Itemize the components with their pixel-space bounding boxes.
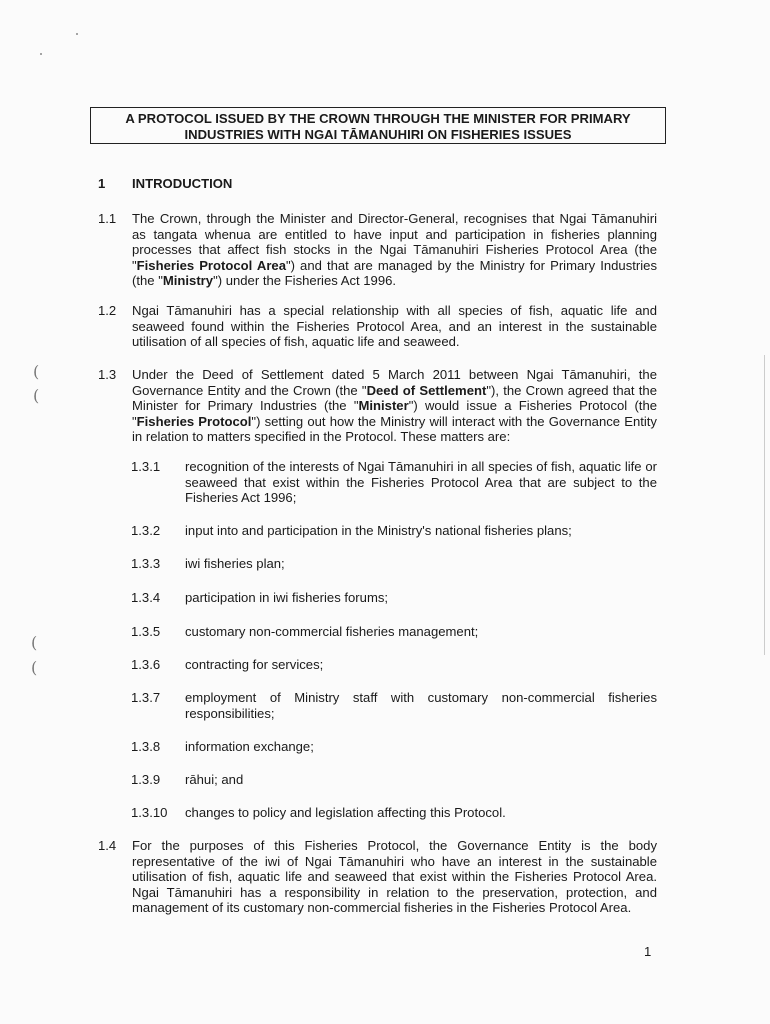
defined-term-fisheries-protocol: Fisheries Protocol <box>136 413 252 429</box>
list-item: employment of Ministry staff with customary non-commercial fisheries responsibilities; <box>185 690 657 721</box>
paragraph-1-3-text-a: Under the Deed of Settlement dated 5 March 2011 between Ngai Tāmanuhiri, the Governance Entity and the Crown (the " <box>132 367 657 398</box>
list-item: iwi fisheries plan; <box>185 556 285 571</box>
paragraph-1-1-text-b: ") and that are managed by the Ministry for Primary Industries (the " <box>132 257 658 289</box>
paragraph-number-1-3: 1.3 <box>98 367 117 382</box>
list-item-number: 1.3.9 <box>131 772 161 787</box>
list-item-number: 1.3.2 <box>131 523 161 538</box>
list-item: input into and participation in the Ministry's national fisheries plans; <box>185 523 572 538</box>
title-line-2: INDUSTRIES WITH NGAI TĀMANUHIRI ON FISHERIES ISSUES <box>184 126 572 142</box>
list-item-number: 1.3.5 <box>131 624 161 639</box>
paragraph-1-2: Ngai Tāmanuhiri has a special relationship with all species of fish, aquatic life and seaweed found within the Fisheries Protocol Area, and an interest in the sustainable utilisation of all species of fish, aquatic life and seaweed. <box>132 303 657 350</box>
list-item-number: 1.3.6 <box>131 657 161 672</box>
list-item: information exchange; <box>185 739 314 754</box>
scan-speck <box>40 53 42 55</box>
list-item-number: 1.3.10 <box>131 805 168 820</box>
section-heading: INTRODUCTION <box>132 176 233 191</box>
paragraph-1-1 <box>132 211 657 289</box>
paragraph-1-3 <box>132 367 657 445</box>
paragraph-number-1-2: 1.2 <box>98 303 117 318</box>
list-item-number: 1.3.4 <box>131 590 161 605</box>
list-item-number: 1.3.7 <box>131 690 161 705</box>
scan-hole-mark: ( <box>31 658 38 677</box>
paragraph-1-1-text-c: ") under the Fisheries Act 1996. <box>213 273 397 289</box>
scan-hole-mark: ( <box>31 633 38 652</box>
defined-term-minister: Minister <box>358 398 409 414</box>
list-item-number: 1.3.3 <box>131 556 161 571</box>
list-item: recognition of the interests of Ngai Tāmanuhiri in all species of fish, aquatic life or seaweed that exist within the Fisheries Protocol Area that are subject to the Fisheries Act 1996; <box>185 459 657 506</box>
paragraph-number-1-1: 1.1 <box>98 211 117 226</box>
paragraph-1-3-text-d: ") setting out how the Ministry will interact with the Governance Entity in relation to matters specified in the Protocol. These matters are: <box>132 413 657 445</box>
list-item: contracting for services; <box>185 657 324 672</box>
scan-edge-line <box>764 355 765 655</box>
scan-hole-mark: ( <box>33 362 40 381</box>
list-item: changes to policy and legislation affecting this Protocol. <box>185 805 506 820</box>
defined-term-deed-of-settlement: Deed of Settlement <box>366 382 487 398</box>
paragraph-1-4: For the purposes of this Fisheries Protocol, the Governance Entity is the body representative of the iwi of Ngai Tāmanuhiri who have an interest in the sustainable utilisation of fish, aquatic life and seaweed that exist within the Fisheries Protocol Area. Ngai Tāmanuhiri has a responsibility in relation to the preservation, protection, and management of its customary non-commercial fisheries in the Fisheries Protocol Area. <box>132 838 657 916</box>
list-item-number: 1.3.8 <box>131 739 161 754</box>
section-number: 1 <box>98 176 106 191</box>
title-line-1: A PROTOCOL ISSUED BY THE CROWN THROUGH THE MINISTER FOR PRIMARY <box>125 111 631 126</box>
paragraph-number-1-4: 1.4 <box>98 838 117 853</box>
list-item: customary non-commercial fisheries management; <box>185 624 479 639</box>
paragraph-1-3-text-c: ") would issue a Fisheries Protocol (the " <box>132 398 658 429</box>
defined-term-fisheries-protocol-area: Fisheries Protocol Area <box>136 257 286 273</box>
defined-term-ministry: Ministry <box>162 273 214 289</box>
list-item-number: 1.3.1 <box>131 459 161 474</box>
page-number: 1 <box>644 944 652 959</box>
scan-hole-mark: ( <box>33 386 40 405</box>
document-title <box>90 107 666 144</box>
paragraph-1-3-text-b: "), the Crown agreed that the Minister for Primary Industries (the " <box>132 382 657 414</box>
paragraph-1-1-text-a: The Crown, through the Minister and Director-General, recognises that Ngai Tāmanuhiri as tangata whenua are entitled to have input and participation in fisheries planning processes that affect fish stocks in the Ngai Tāmanuhiri Fisheries Protocol Area (the " <box>132 211 657 273</box>
list-item: participation in iwi fisheries forums; <box>185 590 389 605</box>
scan-speck <box>76 33 78 35</box>
list-item: rāhui; and <box>185 772 244 787</box>
